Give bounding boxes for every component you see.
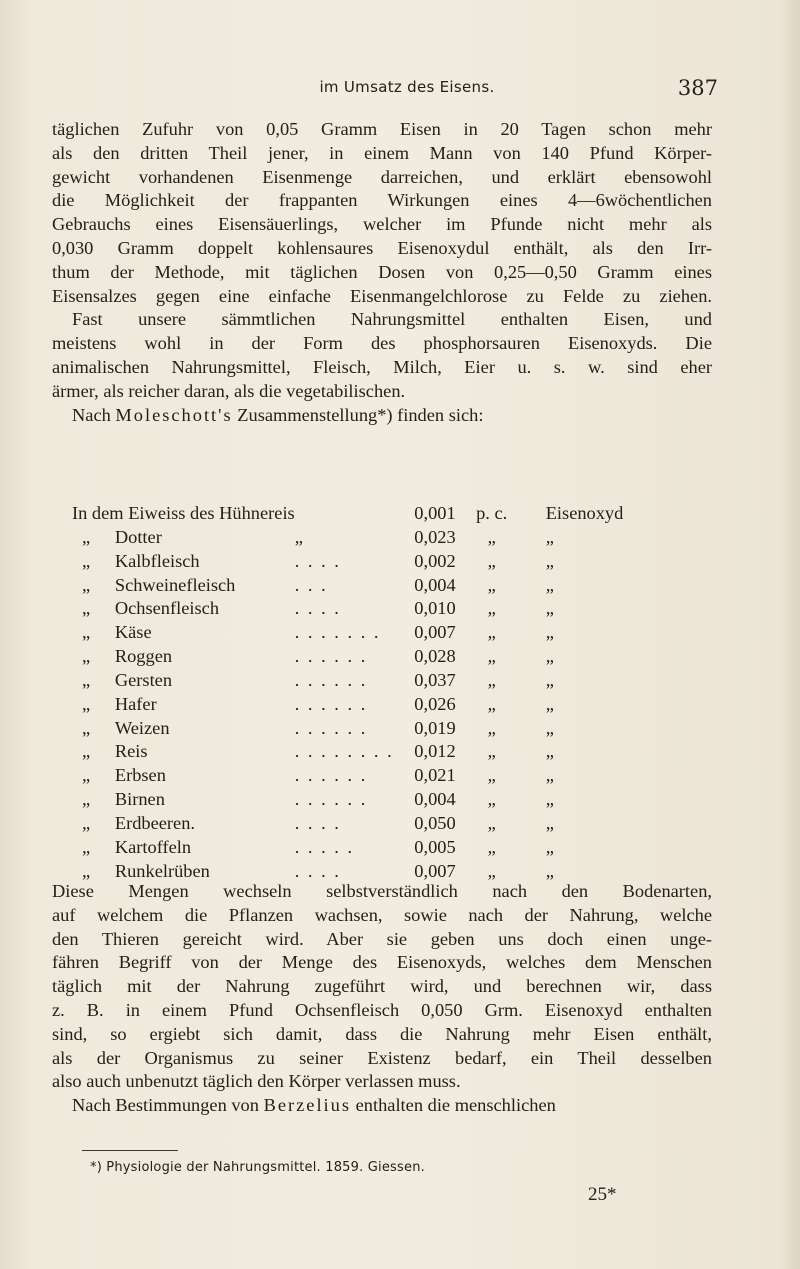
row-name: Gersten <box>114 669 173 690</box>
row-name: Reis <box>114 741 148 762</box>
table-row <box>52 836 712 860</box>
row-substance-ditto: „ <box>545 550 554 571</box>
table-row <box>52 693 712 717</box>
row-value: 0,028 <box>414 646 456 667</box>
table-row <box>52 645 712 669</box>
iron-content-table <box>52 502 712 884</box>
row-dots: „ <box>294 526 305 547</box>
text-line: auf welchem die Pflanzen wachsen, sowie nach der Nahrung, welche <box>52 904 712 925</box>
intro-author: Moleschott's <box>115 404 233 425</box>
row-ditto: „ <box>82 693 91 714</box>
row-name: Roggen <box>114 646 173 667</box>
row-unit-ditto: „ <box>487 646 496 667</box>
row-value: 0,023 <box>414 526 456 547</box>
header-title: im Umsatz des Eisens. <box>319 78 495 96</box>
row-name: Eiweiss des Hühnereis <box>128 503 295 523</box>
table-row <box>52 574 712 598</box>
row-unit-ditto: „ <box>487 693 496 714</box>
row-substance-ditto: „ <box>545 598 554 619</box>
row-value: 0,007 <box>414 622 456 643</box>
text-line: als den dritten Theil jener, in einem Mann von 140 Pfund Körper- <box>52 142 712 163</box>
row-substance-ditto: „ <box>545 717 554 738</box>
closing-author: Berzelius <box>263 1095 352 1116</box>
row-value: 0,050 <box>414 812 456 833</box>
table-first-label <box>52 502 295 526</box>
text-line: Gebrauchs eines Eisensäuerlings, welcher im Pfunde nicht mehr als <box>52 214 712 235</box>
row-ditto: „ <box>82 741 91 762</box>
row-unit-ditto: „ <box>487 622 496 643</box>
text-line: fähren Begriff von der Menge des Eisenoxyds, welches dem Menschen <box>52 952 712 973</box>
row-unit-ditto: „ <box>487 812 496 833</box>
text-line: täglichen Zufuhr von 0,05 Gramm Eisen in 20 Tagen schon mehr <box>52 119 712 139</box>
row-value: 0,026 <box>414 693 456 714</box>
row-name: Runkelrüben <box>114 860 210 881</box>
row-dots <box>295 502 394 526</box>
table-row <box>52 597 712 621</box>
row-unit-ditto: „ <box>487 550 496 571</box>
row-value: 0,010 <box>414 598 456 619</box>
text-line: Fast unsere sämmtlichen Nahrungsmittel enthalten Eisen, und <box>72 309 712 330</box>
row-dots: . . . . . <box>294 836 355 857</box>
row-ditto: „ <box>82 526 91 547</box>
row-value: 0,021 <box>414 765 456 786</box>
row-ditto: „ <box>82 669 91 690</box>
table-row <box>52 764 712 788</box>
row-dots: . . . . . . <box>294 693 368 714</box>
row-substance-ditto: „ <box>545 693 554 714</box>
text-line: den Thieren gereicht wird. Aber sie geben uns doch einen unge- <box>52 928 712 949</box>
row-substance-ditto: „ <box>545 741 554 762</box>
paragraph-1 <box>52 118 712 427</box>
row-name: Kalbfleisch <box>114 550 200 571</box>
row-name: Hafer <box>114 693 157 714</box>
text-line: 0,030 Gramm doppelt kohlensaures Eisenoxydul enthält, als den Irr- <box>52 237 712 258</box>
table-row <box>52 740 712 764</box>
row-substance-ditto: „ <box>545 622 554 643</box>
row-unit-ditto: „ <box>487 598 496 619</box>
row-unit-ditto: „ <box>487 717 496 738</box>
row-value: 0,019 <box>414 717 456 738</box>
row-unit-ditto: „ <box>487 741 496 762</box>
intro-prefix: Nach <box>72 404 111 425</box>
text-line: ärmer, als reicher daran, als die vegetabilischen. <box>52 380 406 401</box>
row-ditto: „ <box>82 550 91 571</box>
row-substance-ditto: „ <box>545 812 554 833</box>
row-substance-ditto: „ <box>545 765 554 786</box>
row-dots: . . . . <box>294 812 341 833</box>
text-line: die Möglichkeit der frappanten Wirkungen eines 4—6wöchentlichen <box>52 190 712 211</box>
row-dots: . . . . . . . <box>294 622 381 643</box>
table-row <box>52 717 712 741</box>
row-value: 0,002 <box>414 550 456 571</box>
closing-prefix: Nach Bestimmungen von <box>72 1095 259 1116</box>
row-name: Weizen <box>114 717 170 738</box>
row-dots: . . . . . . <box>294 717 368 738</box>
row-ditto: „ <box>82 789 91 810</box>
row-unit-ditto: „ <box>487 765 496 786</box>
text-line: meistens wohl in der Form des phosphorsauren Eisenoxyds. Die <box>52 333 712 354</box>
closing-suffix: enthalten die menschlichen <box>355 1095 556 1116</box>
text-line: sind, so ergiebt sich damit, dass die Nahrung mehr Eisen enthält, <box>52 1023 712 1044</box>
row-dots: . . . . . . <box>294 765 368 786</box>
row-name: Birnen <box>114 789 165 810</box>
row-ditto: „ <box>82 598 91 619</box>
row-name: Erdbeeren. <box>114 812 195 833</box>
table-row <box>52 550 712 574</box>
row-unit-ditto: „ <box>487 526 496 547</box>
row-unit-ditto: „ <box>487 789 496 810</box>
text-line: täglich mit der Nahrung zugeführt wird, und berechnen wir, dass <box>52 976 712 997</box>
row-ditto: „ <box>82 765 91 786</box>
row-name: Dotter <box>114 526 162 547</box>
paragraph-2 <box>52 880 712 1118</box>
row-substance-ditto: „ <box>545 669 554 690</box>
row-name: Erbsen <box>114 765 166 786</box>
row-name: Schweinefleisch <box>114 574 236 595</box>
row-value: 0,001 <box>414 503 456 523</box>
row-dots: . . . . . . <box>294 669 368 690</box>
row-ditto: „ <box>82 860 91 881</box>
row-ditto: „ <box>82 717 91 738</box>
row-unit-ditto: „ <box>487 669 496 690</box>
text-line: Diese Mengen wechseln selbstverständlich nach den Bodenarten, <box>52 881 712 901</box>
text-line: animalischen Nahrungsmittel, Fleisch, Milch, Eier u. s. w. sind eher <box>52 356 712 377</box>
row-unit-ditto: „ <box>487 574 496 595</box>
intro-suffix: Zusammenstellung*) finden sich: <box>237 404 484 425</box>
row-unit-ditto: „ <box>487 836 496 857</box>
table-row <box>52 669 712 693</box>
row-dots: . . . . . . <box>294 646 368 667</box>
page-number: 387 <box>677 76 718 100</box>
row-substance: Eisenoxyd <box>545 503 624 523</box>
row-dots: . . . <box>294 574 328 595</box>
text-line: gewicht vorhandenen Eisenmenge darreichen, und erklärt ebensowohl <box>52 166 712 187</box>
row-substance-ditto: „ <box>545 860 554 881</box>
row-unit-ditto: „ <box>487 860 496 881</box>
table-row <box>52 788 712 812</box>
row-value: 0,004 <box>414 574 456 595</box>
row-name: Käse <box>114 622 152 643</box>
footnote-divider <box>82 1150 178 1151</box>
text-line: thum der Methode, mit täglichen Dosen von 0,25—0,50 Gramm eines <box>52 261 712 282</box>
row-value: 0,007 <box>414 860 456 881</box>
row-dots: . . . . . . . . <box>294 741 394 762</box>
running-header <box>52 76 760 106</box>
row-dots: . . . . <box>294 598 341 619</box>
row-substance-ditto: „ <box>545 646 554 667</box>
row-value: 0,012 <box>414 741 456 762</box>
row-value: 0,005 <box>414 836 456 857</box>
row-unit: p. c. <box>476 503 508 523</box>
row-value: 0,004 <box>414 789 456 810</box>
table-row <box>52 621 712 645</box>
row-substance-ditto: „ <box>545 574 554 595</box>
text-line: Eisensalzes gegen eine einfache Eisenmangelchlorose zu Felde zu ziehen. <box>52 285 712 306</box>
row-value: 0,037 <box>414 669 456 690</box>
row-substance-ditto: „ <box>545 526 554 547</box>
row-dots: . . . . <box>294 860 341 881</box>
row-ditto: „ <box>82 622 91 643</box>
signature-mark: 25* <box>588 1184 617 1205</box>
row-ditto: „ <box>82 574 91 595</box>
row-ditto: „ <box>82 812 91 833</box>
text-line: also auch unbenutzt täglich den Körper verlassen muss. <box>52 1071 461 1092</box>
text-line: als der Organismus zu seiner Existenz bedarf, ein Theil desselben <box>52 1047 712 1068</box>
row-dots: . . . . . . <box>294 789 368 810</box>
row-ditto: „ <box>82 836 91 857</box>
row-prefix: In dem <box>72 503 124 523</box>
footnote: *) Physiologie der Nahrungsmittel. 1859. Giessen. <box>90 1160 425 1175</box>
table-row <box>52 812 712 836</box>
closing-line <box>52 1094 712 1118</box>
row-ditto: „ <box>82 646 91 667</box>
row-dots: . . . . <box>294 550 341 571</box>
row-name: Ochsenfleisch <box>114 598 220 619</box>
intro-line <box>52 404 712 428</box>
row-name: Kartoffeln <box>114 836 192 857</box>
text-line: z. B. in einem Pfund Ochsenfleisch 0,050 Grm. Eisenoxyd enthalten <box>52 999 712 1020</box>
table-row <box>52 502 712 526</box>
row-substance-ditto: „ <box>545 789 554 810</box>
row-substance-ditto: „ <box>545 836 554 857</box>
table-row <box>52 526 712 550</box>
